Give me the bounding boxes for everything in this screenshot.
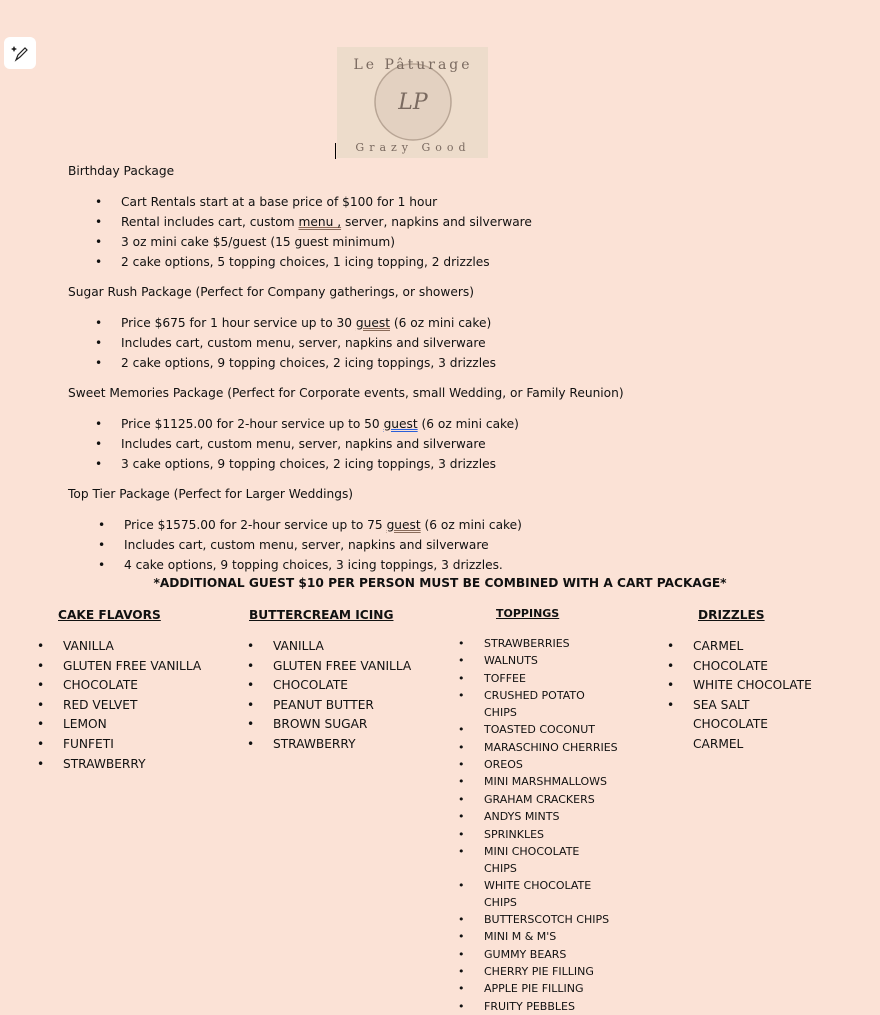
list-item: • PEANUT BUTTER: [273, 696, 411, 716]
list-item: • Cart Rentals start at a base price of $100 for 1 hour: [121, 192, 532, 212]
list-item: • Includes cart, custom menu, server, napkins and silverware: [121, 434, 519, 454]
list-item: • CHOCOLATE: [693, 657, 813, 677]
package-title: Top Tier Package (Perfect for Larger Weddings): [68, 487, 354, 501]
package-list: [121, 313, 496, 373]
list-item: • STRAWBERRY: [273, 735, 411, 755]
list-item: • FRUITY PEBBLES: [484, 998, 618, 1015]
list-item: • CRUSHED POTATO CHIPS: [484, 687, 604, 721]
list-item: • Price $1575.00 for 2-hour service up to 75 guest (6 oz mini cake): [124, 515, 522, 535]
package-title: Sugar Rush Package (Perfect for Company gatherings, or showers): [68, 285, 474, 299]
list-item: • GUMMY BEARS: [484, 946, 618, 963]
magic-pen-icon: [10, 43, 30, 63]
cake-flavors-heading: CAKE FLAVORS: [58, 608, 161, 622]
list-item: • APPLE PIE FILLING: [484, 980, 618, 997]
icing-list: [273, 637, 411, 755]
list-item: • CHOCOLATE: [273, 676, 411, 696]
list-item: • Includes cart, custom menu, server, napkins and silverware: [121, 333, 496, 353]
drizzles-heading: DRIZZLES: [698, 608, 765, 622]
package-list: [121, 414, 519, 474]
svg-text:Le Pâturage: Le Pâturage: [353, 57, 473, 73]
list-item: • GRAHAM CRACKERS: [484, 791, 618, 808]
list-item: • MARASCHINO CHERRIES: [484, 739, 618, 756]
cake-flavors-list: [63, 637, 201, 774]
list-item: • BUTTERSCOTCH CHIPS: [484, 911, 618, 928]
svg-text:Grazy Good: Grazy Good: [355, 141, 471, 154]
list-item: • 2 cake options, 5 topping choices, 1 icing topping, 2 drizzles: [121, 252, 532, 272]
list-item: • MINI M & M'S: [484, 928, 618, 945]
text-cursor: [335, 143, 336, 159]
list-item: • WALNUTS: [484, 652, 618, 669]
list-item: • CHERRY PIE FILLING: [484, 963, 618, 980]
drizzles-list: [693, 637, 813, 751]
list-item: • TOFFEE: [484, 670, 618, 687]
list-item: • GLUTEN FREE VANILLA: [273, 657, 411, 677]
list-item: • WHITE CHOCOLATE CHIPS: [484, 877, 604, 911]
toppings-list: [484, 635, 618, 1015]
list-item: • LEMON: [63, 715, 201, 735]
package-list: [121, 192, 532, 272]
list-item: • Price $675 for 1 hour service up to 30 guest (6 oz mini cake): [121, 313, 496, 333]
list-item: • TOASTED COCONUT: [484, 721, 618, 738]
package-list: [124, 515, 522, 575]
list-item: • 4 cake options, 9 topping choices, 3 icing toppings, 3 drizzles.: [124, 555, 522, 575]
ai-assist-button[interactable]: [4, 37, 36, 69]
package-title: Sweet Memories Package (Perfect for Corporate events, small Wedding, or Family Reunion): [68, 386, 624, 400]
list-item: • Price $1125.00 for 2-hour service up to 50 guest (6 oz mini cake): [121, 414, 519, 434]
list-item: • Rental includes cart, custom menu , server, napkins and silverware: [121, 212, 532, 232]
list-item: • FUNFETI: [63, 735, 201, 755]
list-item: • VANILLA: [63, 637, 201, 657]
list-item: • ANDYS MINTS: [484, 808, 618, 825]
icing-heading: BUTTERCREAM ICING: [249, 608, 394, 622]
list-item: • SEA SALT CHOCOLATE CARMEL: [693, 696, 813, 735]
logo-image: [337, 47, 488, 158]
list-item: • RED VELVET: [63, 696, 201, 716]
additional-guest-note: *ADDITIONAL GUEST $10 PER PERSON MUST BE COMBINED WITH A CART PACKAGE*: [153, 576, 727, 590]
list-item: • 3 cake options, 9 topping choices, 2 icing toppings, 3 drizzles: [121, 454, 519, 474]
list-item: • CARMEL: [693, 637, 813, 657]
svg-text:LP: LP: [398, 90, 428, 115]
list-item: • CHOCOLATE: [63, 676, 201, 696]
list-item: • GLUTEN FREE VANILLA: [63, 657, 201, 677]
list-item: • Includes cart, custom menu, server, napkins and silverware: [124, 535, 522, 555]
list-item: • 2 cake options, 9 topping choices, 2 icing toppings, 3 drizzles: [121, 353, 496, 373]
list-item: • MINI MARSHMALLOWS: [484, 773, 618, 790]
list-item: • WHITE CHOCOLATE: [693, 676, 813, 696]
toppings-heading: TOPPINGS: [496, 607, 560, 620]
package-title: Birthday Package: [68, 164, 175, 178]
list-item: • STRAWBERRY: [63, 755, 201, 775]
list-item: • MINI CHOCOLATE CHIPS: [484, 843, 604, 877]
list-item: • STRAWBERRIES: [484, 635, 618, 652]
list-item: • 3 oz mini cake $5/guest (15 guest minimum): [121, 232, 532, 252]
list-item: • VANILLA: [273, 637, 411, 657]
list-item: • SPRINKLES: [484, 826, 618, 843]
list-item: • OREOS: [484, 756, 618, 773]
list-item: • BROWN SUGAR: [273, 715, 411, 735]
